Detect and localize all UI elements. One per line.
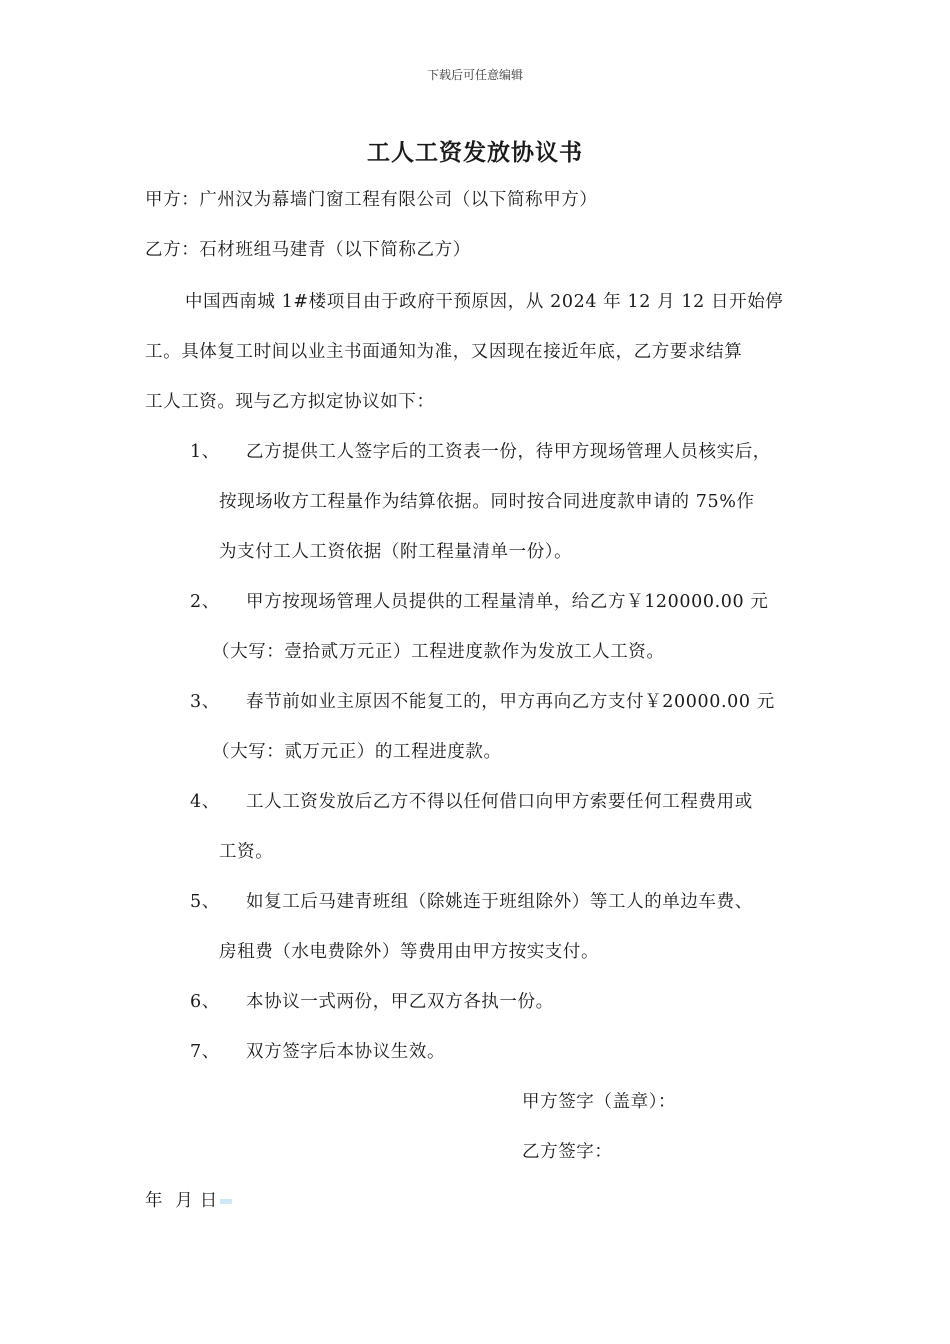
clause-number: 2、 <box>190 592 220 612</box>
clause-line: 甲方按现场管理人员提供的工程量清单，给乙方￥120000.00 元 <box>246 592 769 612</box>
clause-number: 1、 <box>190 442 220 462</box>
date-text: 年 月 日 <box>145 1191 218 1211</box>
clause-line: 工资。 <box>219 842 274 862</box>
clause-line: 工人工资发放后乙方不得以任何借口向甲方索要任何工程费用或 <box>246 792 753 812</box>
clause-number: 5、 <box>190 892 220 912</box>
document-title: 工人工资发放协议书 <box>367 139 583 166</box>
clause-line: 房租费（水电费除外）等费用由甲方按实支付。 <box>219 942 600 962</box>
party-b-signature: 乙方签字： <box>522 1142 613 1162</box>
clause-line: 如复工后马建青班组（除姚连于班组除外）等工人的单边车费、 <box>246 892 753 912</box>
intro-line: 中国西南城 1#楼项目由于政府干预原因，从 2024 年 12 月 12 日开始停 <box>185 292 784 312</box>
clause-line: 春节前如业主原因不能复工的，甲方再向乙方支付￥20000.00 元 <box>246 692 775 712</box>
header-note: 下载后可任意编辑 <box>426 68 523 82</box>
highlight-mark <box>220 1199 232 1204</box>
intro-line: 工人工资。现与乙方拟定协议如下： <box>145 392 435 412</box>
clause-line: 按现场收方工程量作为结算依据。同时按合同进度款申请的 75%作 <box>219 492 755 512</box>
party-b-line: 乙方：石材班组马建青（以下简称乙方） <box>145 240 471 260</box>
party-a-line: 甲方：广州汉为幕墙门窗工程有限公司（以下简称甲方） <box>145 190 598 210</box>
clause-line: （大写：壹拾贰万元正）工程进度款作为发放工人工资。 <box>212 642 665 662</box>
clause-line: （大写：贰万元正）的工程进度款。 <box>212 742 502 762</box>
party-a-signature: 甲方签字（盖章）： <box>522 1092 677 1112</box>
intro-line: 工。具体复工时间以业主书面通知为准，又因现在接近年底，乙方要求结算 <box>145 342 743 362</box>
clause-line: 乙方提供工人签字后的工资表一份，待甲方现场管理人员核实后， <box>246 442 771 462</box>
clause-number: 4、 <box>190 792 220 812</box>
clause-line: 为支付工人工资依据（附工程量清单一份）。 <box>219 542 573 562</box>
clause-number: 3、 <box>190 692 220 712</box>
clause-line: 双方签字后本协议生效。 <box>246 1042 446 1062</box>
date-line <box>145 1187 232 1212</box>
clause-number: 7、 <box>190 1042 220 1062</box>
clause-number: 6、 <box>190 992 220 1012</box>
clause-line: 本协议一式两份，甲乙双方各执一份。 <box>246 992 554 1012</box>
